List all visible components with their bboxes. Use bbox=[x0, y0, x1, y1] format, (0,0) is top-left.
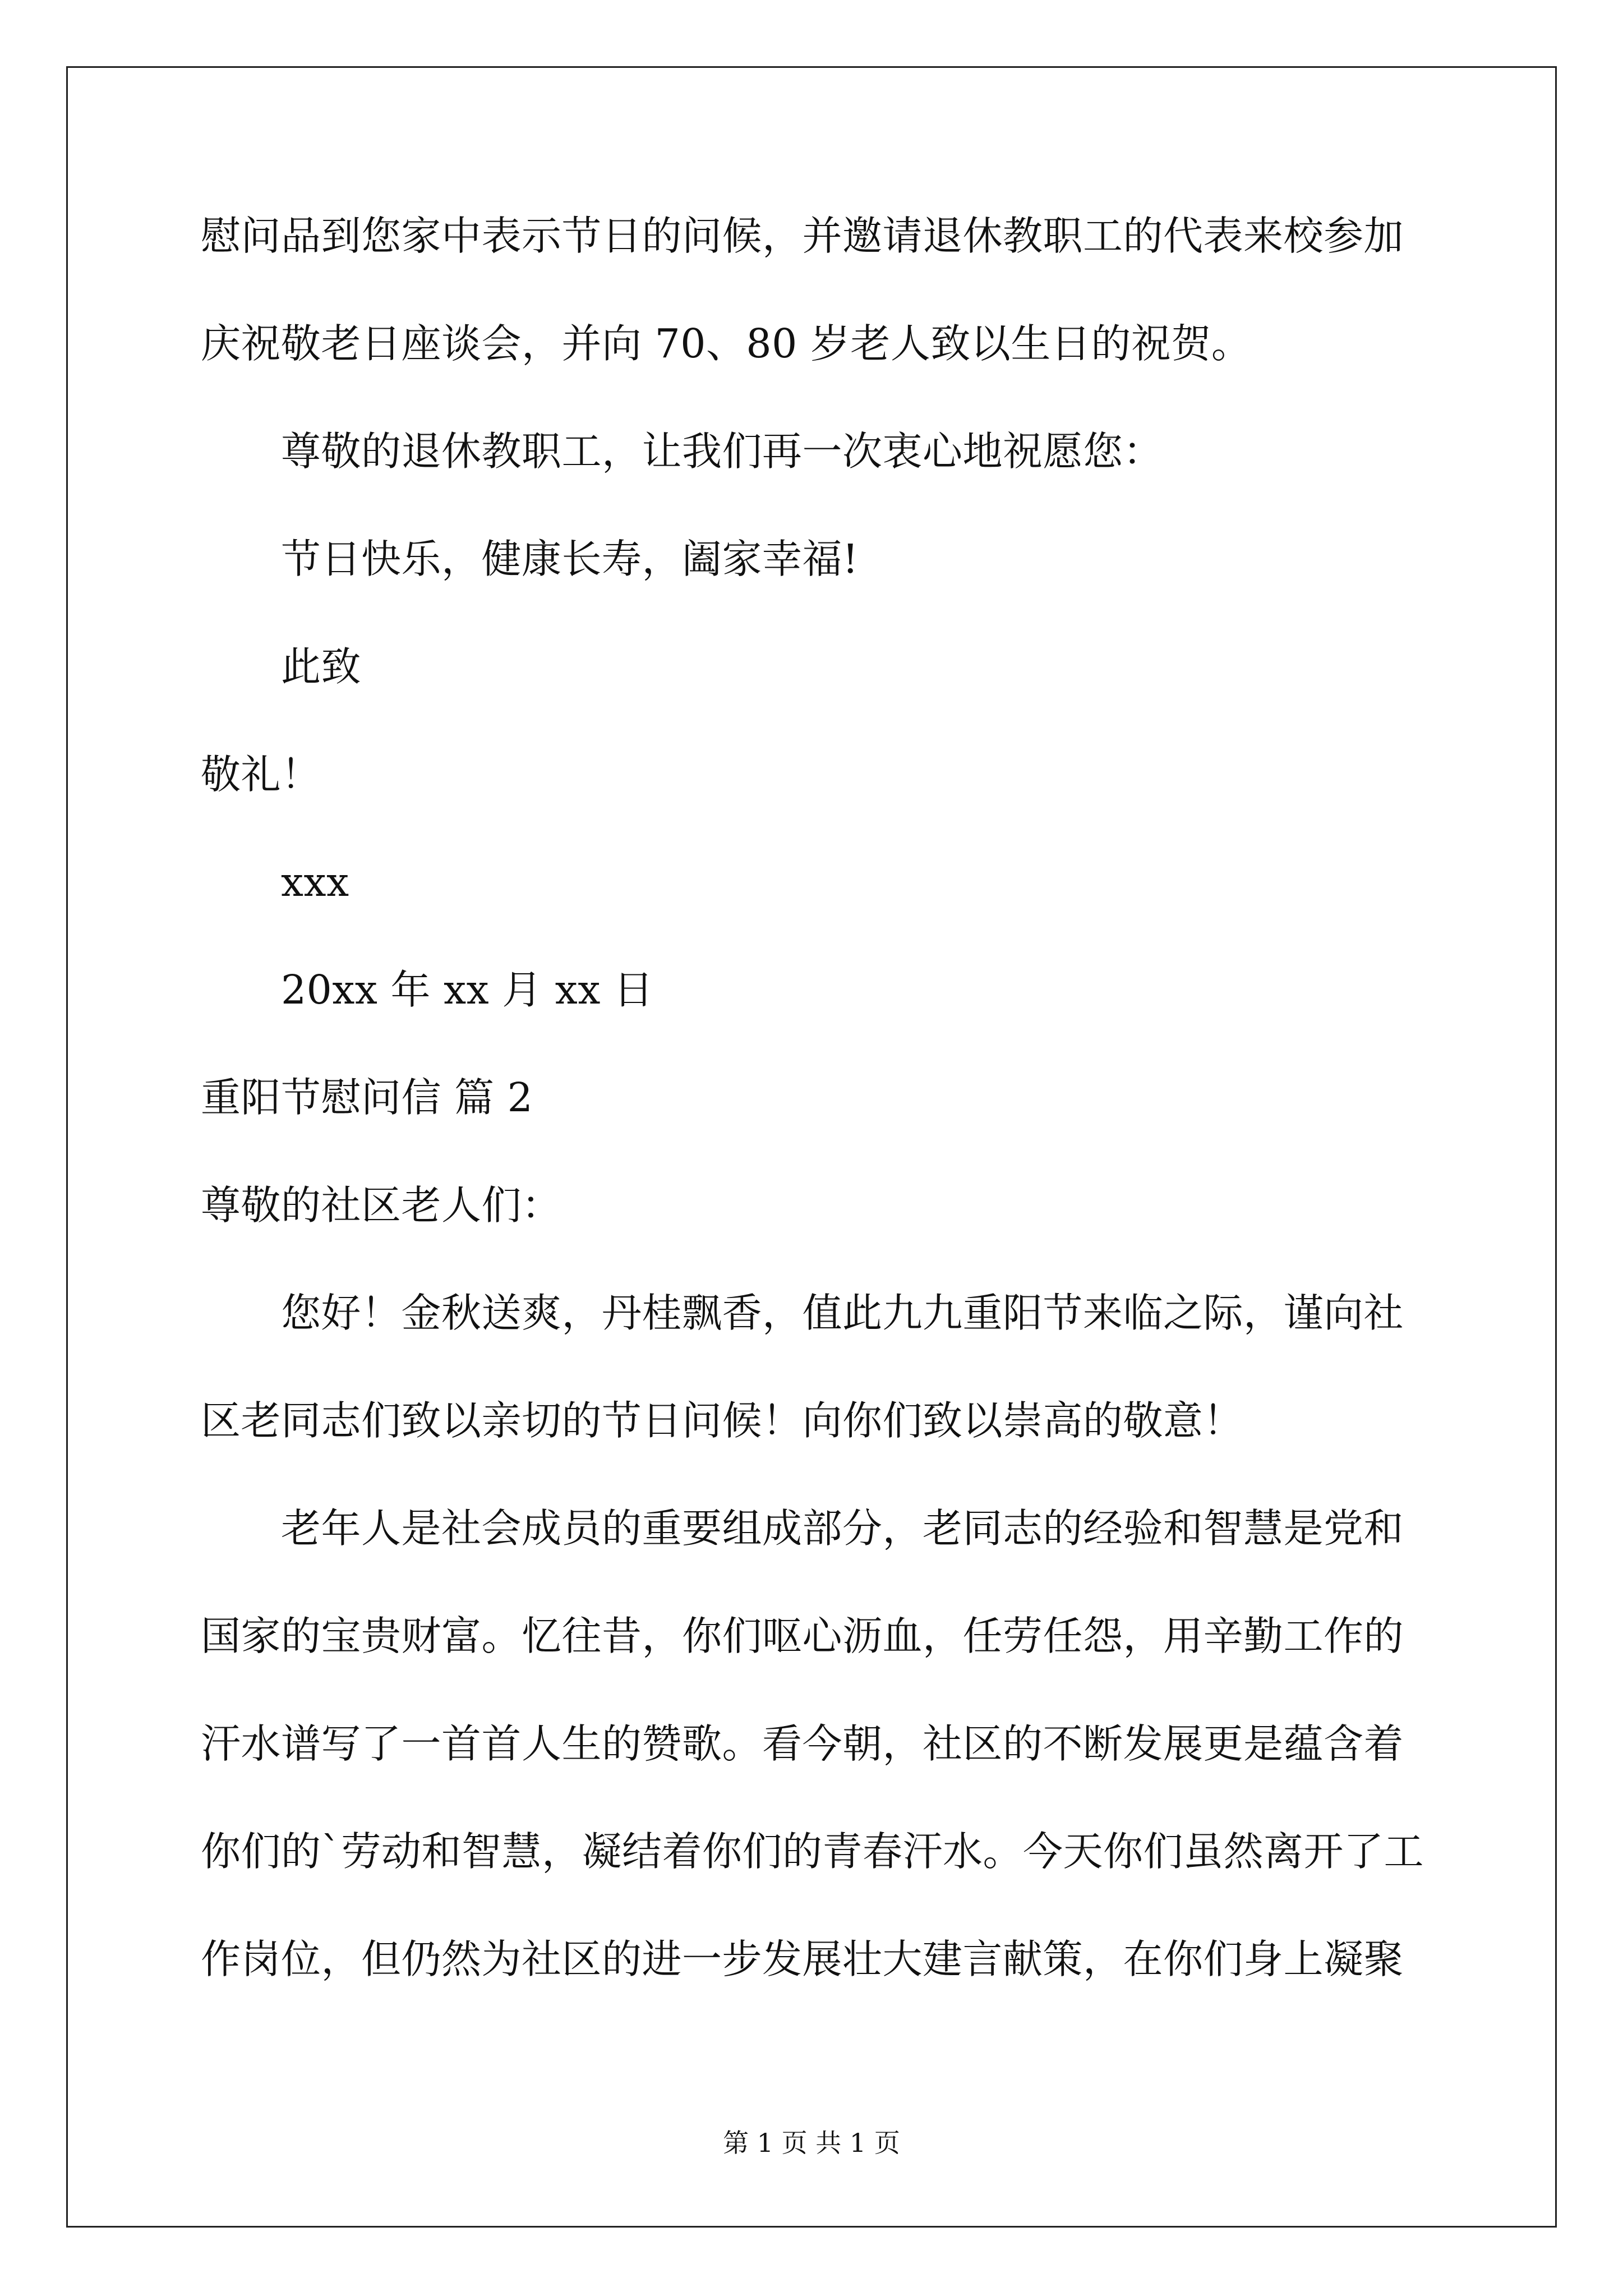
document-body bbox=[201, 213, 1432, 2047]
section-heading: 重阳节慰问信 篇 2 bbox=[201, 1074, 533, 1121]
text-line: 尊敬的退休教职工，让我们再一次衷心地祝愿您： bbox=[281, 428, 1164, 475]
text-line: 作岗位，但仍然为社区的进一步发展壮大建言献策，在你们身上凝聚 bbox=[201, 1936, 1404, 1982]
text-line: 汗水谱写了一首首人生的赞歌。看今朝，社区的不断发展更是蕴含着 bbox=[201, 1720, 1404, 1767]
text-line: 庆祝敬老日座谈会，并向 70、80 岁老人致以生日的祝贺。 bbox=[201, 320, 1252, 367]
text-line: 此致 bbox=[281, 643, 362, 690]
text-line: 您好！金秋送爽，丹桂飘香，值此九九重阳节来临之际，谨向社 bbox=[281, 1290, 1404, 1336]
text-line: 你们的`劳动和智慧，凝结着你们的青春汗水。今天你们虽然离开了工 bbox=[201, 1828, 1424, 1875]
text-line: 慰问品到您家中表示节日的问候，并邀请退休教职工的代表来校参加 bbox=[201, 213, 1404, 259]
salutation: 尊敬的社区老人们： bbox=[201, 1182, 562, 1228]
text-line: xxx bbox=[281, 859, 349, 905]
page-number-footer: 第 1 页 共 1 页 bbox=[723, 2128, 900, 2158]
text-line: 国家的宝贵财富。忆往昔，你们呕心沥血，任劳任怨，用辛勤工作的 bbox=[201, 1613, 1404, 1659]
text-line: 20xx 年 xx 月 xx 日 bbox=[281, 967, 654, 1013]
text-line: 敬礼！ bbox=[201, 751, 321, 798]
text-line: 老年人是社会成员的重要组成部分，老同志的经验和智慧是党和 bbox=[281, 1505, 1404, 1552]
text-line: 节日快乐，健康长寿，阖家幸福! bbox=[281, 536, 859, 582]
text-line: 区老同志们致以亲切的节日问候！向你们致以崇高的敬意！ bbox=[201, 1397, 1244, 1444]
